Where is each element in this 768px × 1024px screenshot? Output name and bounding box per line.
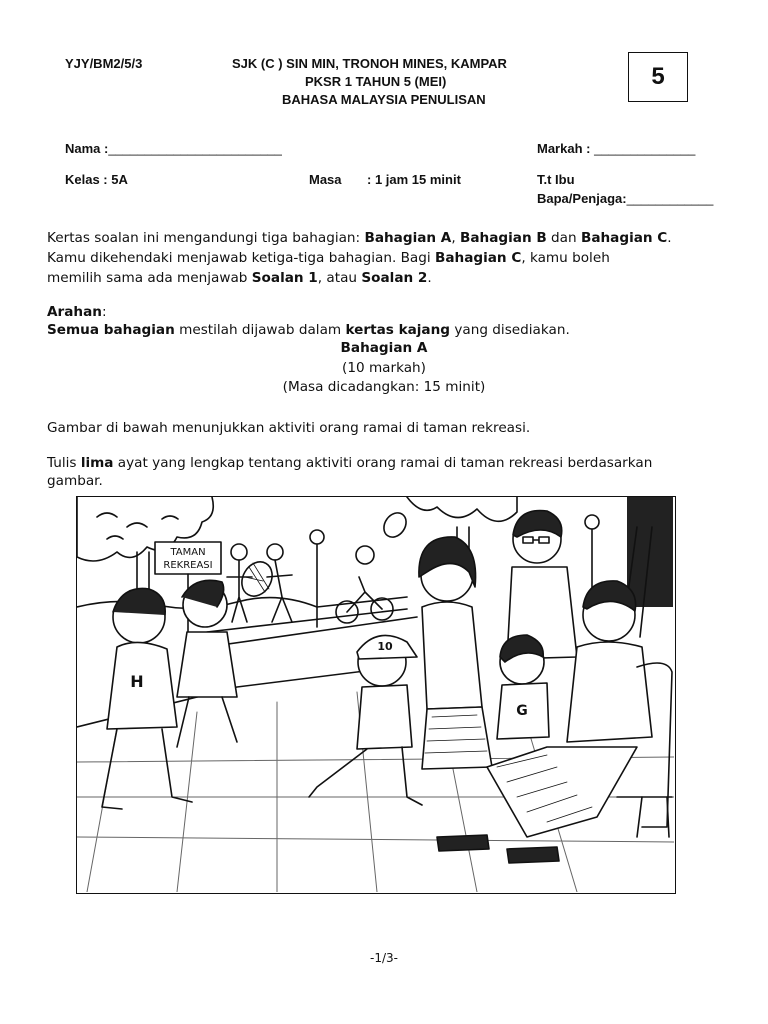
intro-text: dan	[546, 230, 581, 246]
question-line-2	[47, 453, 652, 473]
intro-line-1	[47, 228, 672, 248]
school-name: SJK (C ) SIN MIN, TRONOH MINES, KAMPAR	[232, 56, 507, 71]
racket	[379, 509, 410, 542]
intro-text: .	[667, 230, 672, 246]
instructions-text: yang disediakan.	[450, 322, 570, 338]
park-sign-text-2: REKREASI	[163, 560, 213, 571]
exam-title: PKSR 1 TAHUN 5 (MEI)	[305, 74, 447, 89]
woman-skirt	[422, 707, 492, 769]
signature-label-2: Bapa/Penjaga:	[537, 191, 627, 206]
intro-text: memilih sama ada menjawab	[47, 270, 252, 286]
section-a-time: (Masa dicadangkan: 15 minit)	[282, 379, 486, 395]
section-a-marks: (10 markah)	[342, 360, 426, 376]
section-a-title: Bahagian A	[340, 340, 428, 356]
name-label: Nama :	[65, 141, 109, 156]
signature-label-1: T.t Ibu	[537, 172, 575, 187]
marks-blank: ______________	[594, 141, 696, 156]
intro-line-2	[47, 248, 610, 268]
instructions-bold: Semua bahagian	[47, 322, 175, 338]
instructions-heading-text: Arahan	[47, 304, 102, 320]
question-text: Tulis	[47, 455, 81, 471]
father-legs	[487, 747, 637, 837]
instructions-text: mestilah dijawab dalam	[174, 322, 346, 338]
intro-text: .	[427, 270, 432, 286]
class-field	[65, 172, 128, 187]
intro-text: , atau	[317, 270, 362, 286]
class-value: 5A	[111, 172, 128, 187]
father-body	[567, 642, 652, 742]
lamp-head	[310, 530, 324, 544]
question-bold: lima	[80, 455, 114, 471]
question-line-1: Gambar di bawah menunjukkan aktiviti orang ramai di taman rekreasi.	[47, 420, 531, 436]
signature-field	[537, 191, 713, 206]
exam-code: YJY/BM2/5/3	[65, 56, 143, 71]
intro-text: , kamu boleh	[521, 250, 610, 266]
marks-label: Markah :	[537, 141, 591, 156]
bench-legs	[637, 797, 669, 837]
girl-body	[177, 632, 237, 697]
class-label: Kelas :	[65, 172, 108, 187]
cyclist-head	[356, 546, 374, 564]
marks-field	[537, 141, 695, 156]
instructions-line	[47, 320, 570, 340]
question-line-3: gambar.	[47, 473, 103, 489]
intro-bold: Bahagian A	[364, 230, 452, 246]
bg-kid-head	[231, 544, 247, 560]
instructions-heading	[47, 302, 107, 322]
score-box	[628, 52, 688, 102]
subject-title: BAHASA MALAYSIA PENULISAN	[282, 92, 486, 107]
intro-bold: Bahagian B	[460, 230, 547, 246]
cap-boy-body	[357, 685, 412, 749]
shoe	[507, 847, 559, 863]
question-text: ayat yang lengkap tentang aktiviti orang ramai di taman rekreasi berdasarkan	[113, 455, 653, 471]
boy-hair	[113, 588, 165, 615]
intro-bold: Bahagian C	[580, 230, 668, 246]
woman-body	[422, 602, 482, 709]
park-illustration	[76, 496, 676, 894]
intro-text: ,	[451, 230, 460, 246]
bg-kid-head	[267, 544, 283, 560]
name-blank: ________________________	[108, 141, 282, 156]
signature-blank: ____________	[626, 191, 714, 206]
intro-text: Kertas soalan ini mengandungi tiga bahagian:	[47, 230, 365, 246]
park-sign-text-1: TAMAN	[170, 547, 206, 558]
bike-frame	[347, 577, 382, 612]
name-field	[65, 141, 282, 156]
girl-legs	[177, 697, 237, 747]
intro-text: Kamu dikehendaki menjawab ketiga-tiga bahagian. Bagi	[47, 250, 435, 266]
instructions-colon: :	[101, 304, 107, 320]
intro-bold: Soalan 2	[361, 270, 428, 286]
score-box-value: 5	[651, 63, 665, 90]
instructions-bold: kertas kajang	[345, 322, 451, 338]
park-scene	[77, 497, 674, 892]
bg-tree	[407, 497, 517, 521]
intro-bold: Soalan 1	[251, 270, 318, 286]
lamp-head	[585, 515, 599, 529]
shoe	[437, 835, 489, 851]
shirt-letter-g: G	[516, 703, 528, 719]
intro-bold: Bahagian C	[434, 250, 522, 266]
page-number: -1/3-	[370, 951, 398, 965]
time-label: Masa	[309, 172, 342, 187]
shirt-letter-h: H	[130, 672, 144, 691]
intro-line-3	[47, 268, 432, 288]
cap-number: 10	[377, 640, 393, 653]
time-value: : 1 jam 15 minit	[367, 172, 461, 187]
